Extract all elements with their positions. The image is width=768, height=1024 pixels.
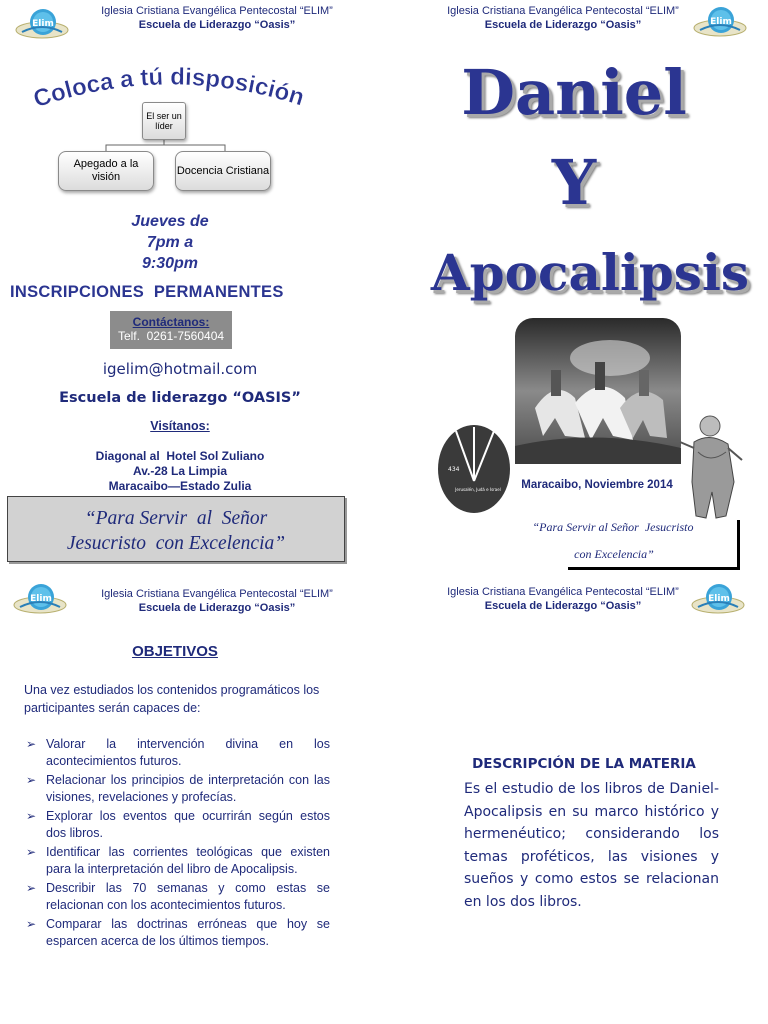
logo-text: Elim — [30, 594, 52, 604]
logo-text: Elim — [708, 594, 730, 604]
cover-motto-line-2: con Excelencia” — [574, 547, 654, 561]
svg-text:434: 434 — [448, 466, 460, 473]
header-text — [428, 585, 698, 613]
logo-text: Elim — [32, 19, 54, 29]
prophet-illustration — [676, 412, 746, 522]
diagram-box-leader: El ser un líder — [142, 102, 186, 140]
list-item: ➢ Relacionar los principios de interpretación con las visiones, revelaciones y profecías. — [24, 772, 330, 806]
school-name: Escuela de Liderazgo “Oasis” — [138, 602, 296, 614]
objectives-intro: Una vez estudiados los contenidos programáticos los participantes serán capaces de: — [24, 683, 320, 715]
list-item: ➢ Describir las 70 semanas y como estas se relacionan con los acontecimientos futuros. — [24, 880, 330, 914]
place-date: Maracaibo, Noviembre 2014 — [521, 479, 673, 491]
svg-text:483: 483 — [445, 424, 457, 431]
church-name: Iglesia Cristiana Evangélica Pentecostal “ELIM” — [101, 588, 333, 600]
panel-bottom-right — [384, 575, 768, 1024]
diagram-box-teaching: Docencia Cristiana — [175, 151, 271, 191]
school-name: Escuela de Liderazgo “Oasis” — [484, 600, 642, 612]
church-name: Iglesia Cristiana Evangélica Pentecostal “ELIM” — [447, 5, 679, 17]
header-text — [72, 587, 362, 615]
elim-logo-icon — [690, 4, 748, 42]
objectives-title: OBJETIVOS — [132, 643, 218, 660]
list-item: ➢ Explorar los eventos que ocurrirán según estos dos libros. — [24, 808, 330, 842]
header-text — [428, 4, 698, 32]
title-y: Y — [551, 146, 597, 219]
school-name: Escuela de Liderazgo “Oasis” — [484, 19, 642, 31]
description-body: Es el estudio de los libros de Daniel-Apocalipsis en su marco histórico y hermenéutico; considerando los temas proféticos, las visiones y sueños y como estos se relacionan en los dos libros. — [464, 781, 719, 910]
school-name: Escuela de Liderazgo “Oasis” — [138, 19, 296, 31]
title-daniel: Daniel — [461, 56, 687, 129]
panel-top-right — [384, 0, 768, 575]
elim-logo-icon — [688, 581, 746, 619]
elim-logo-icon — [10, 581, 68, 619]
list-item: ➢ Identificar las corrientes teológicas que existen para la interpretación del libro de Apocalipsis. — [24, 844, 330, 878]
address: Diagonal al Hotel Sol Zuliano Av.-28 La Limpia Maracaibo—Estado Zulia — [95, 449, 265, 493]
schedule: Jueves de 7pm a 9:30pm — [131, 213, 209, 272]
panel-bottom-left — [0, 575, 384, 1024]
panel-top-left — [0, 0, 384, 575]
svg-text:49: 49 — [491, 424, 499, 431]
contact-phone: Telf. 0261-7560404 — [117, 329, 225, 343]
contact-title: Contáctanos: — [132, 315, 210, 329]
church-name: Iglesia Cristiana Evangélica Pentecostal “ELIM” — [101, 5, 333, 17]
logo-text: Elim — [710, 17, 732, 27]
objectives-list — [24, 736, 330, 952]
list-item: ➢ Comparar las doctrinas erróneas que hoy se esparcen acerca de los últimos tiempos. — [24, 916, 330, 950]
diagram-box-vision: Apegado a la visión — [58, 151, 154, 191]
motto-box: “Para Servir al Señor Jesucristo con Excelencia” — [7, 496, 345, 562]
description-title: DESCRIPCIÓN DE LA MATERIA — [472, 756, 696, 772]
cover-motto-line-1: “Para Servir al Señor Jesucristo — [532, 520, 694, 534]
church-name: Iglesia Cristiana Evangélica Pentecostal “ELIM” — [447, 586, 679, 598]
contact-box — [110, 311, 232, 349]
email-link[interactable]: igelim@hotmail.com — [102, 360, 258, 378]
visit-title: Visítanos: — [150, 419, 210, 433]
svg-text:Jerusalén, Judá e Israel: Jerusalén, Judá e Israel — [455, 487, 501, 492]
school-title: Escuela de liderazgo “OASIS” — [59, 390, 301, 406]
arc-title-text: Coloca a tú disposición — [30, 63, 308, 114]
seventy-weeks-clock-icon — [436, 421, 512, 513]
list-item: ➢ Valorar la intervención divina en los acontecimientos futuros. — [24, 736, 330, 770]
corner-bracket — [568, 520, 740, 570]
horsemen-illustration — [515, 318, 681, 464]
registrations-banner: INSCRIPCIONES PERMANENTES — [10, 283, 284, 301]
title-apocalipsis: Apocalipsis — [430, 243, 750, 302]
